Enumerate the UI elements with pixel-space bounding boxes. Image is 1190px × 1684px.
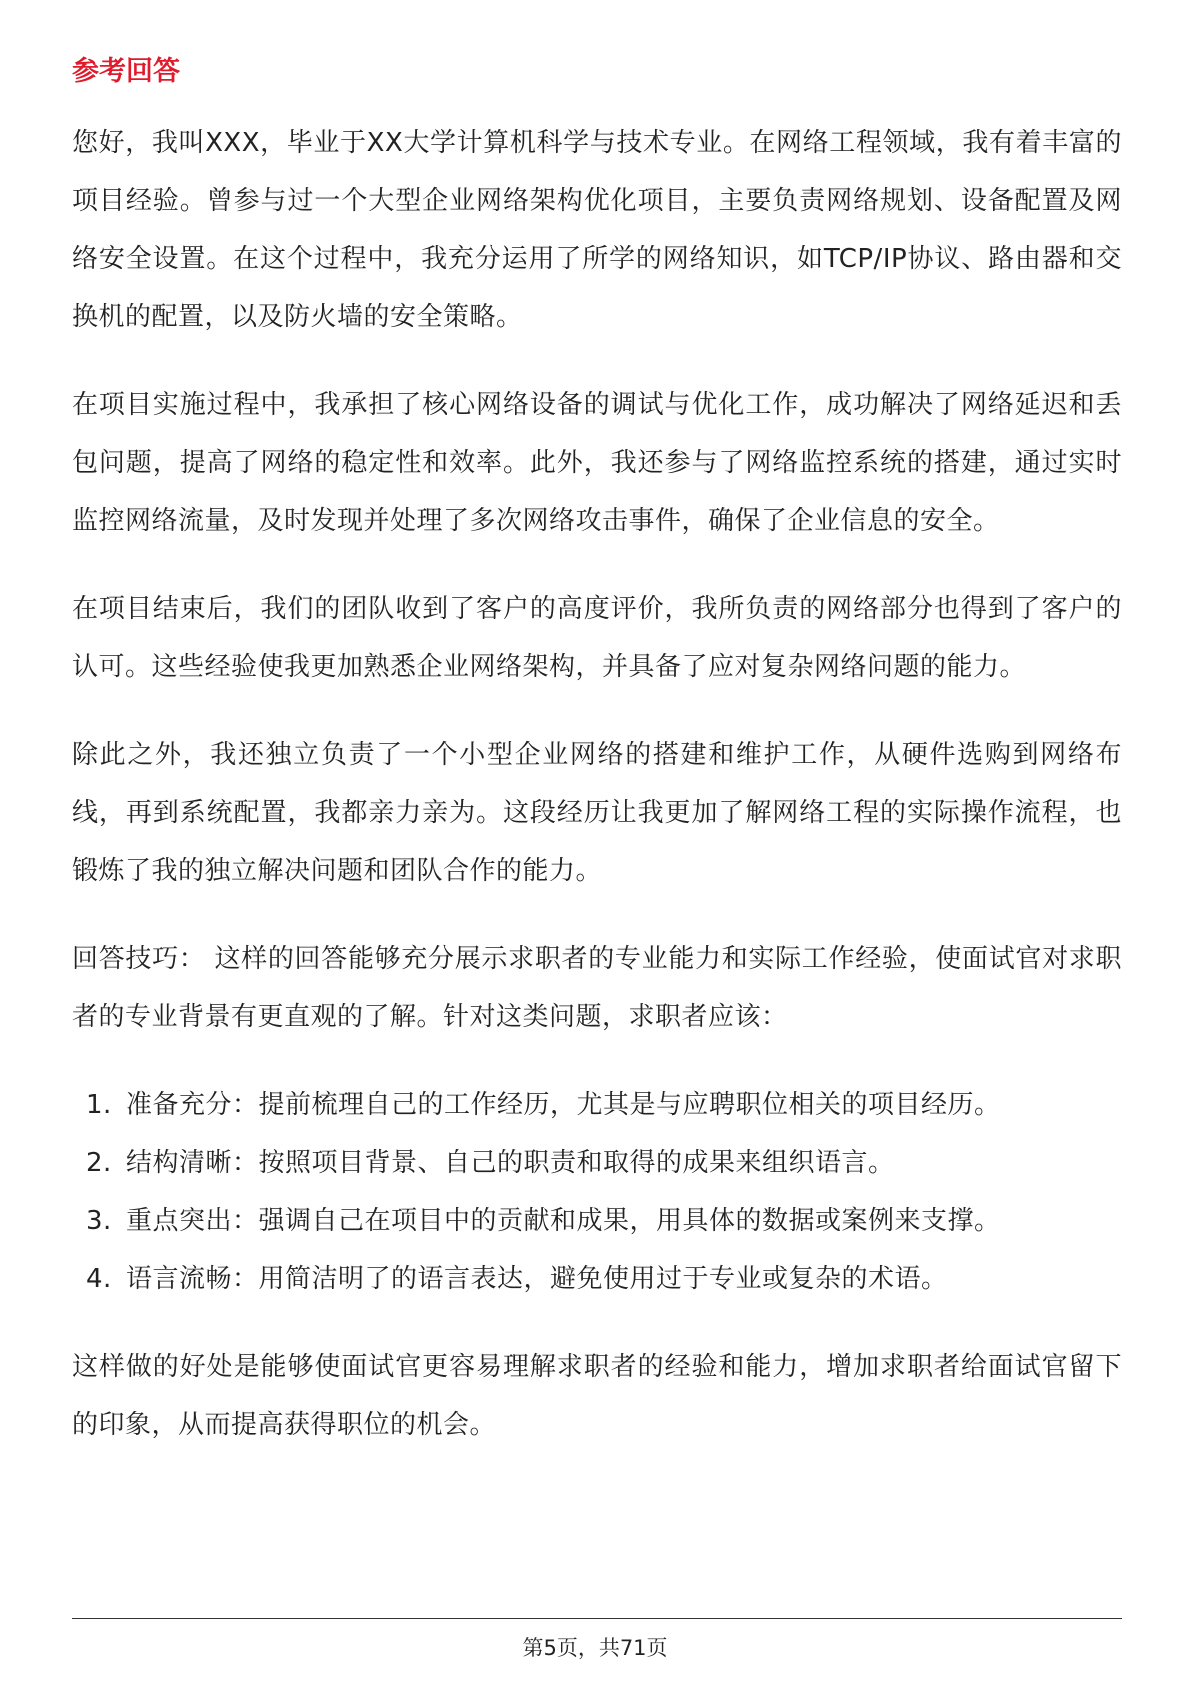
list-item-text: 准备充分：提前梳理自己的工作经历，尤其是与应聘职位相关的项目经历。 (126, 1090, 1001, 1120)
section-title: 参考回答 (72, 56, 180, 87)
footer-divider (72, 1618, 1122, 1619)
closing-paragraph: 这样做的好处是能够使面试官更容易理解求职者的经验和能力，增加求职者给面试官留下的印象，从而提高获得职位的机会。 (72, 1352, 1122, 1440)
page-content (72, 48, 1122, 1484)
list-item-text: 结构清晰：按照项目背景、自己的职责和取得的成果来组织语言。 (126, 1148, 895, 1178)
answer-paragraph-4: 除此之外，我还独立负责了一个小型企业网络的搭建和维护工作，从硬件选购到网络布线，再到系统配置，我都亲力亲为。这段经历让我更加了解网络工程的实际操作流程，也锻炼了我的独立解决问题和团队合作的能力。 (72, 740, 1122, 886)
answer-paragraph-1: 您好，我叫XXX，毕业于XX大学计算机科学与技术专业。在网络工程领域，我有着丰富的项目经验。曾参与过一个大型企业网络架构优化项目，主要负责网络规划、设备配置及网络安全设置。在这个过程中，我充分运用了所学的网络知识，如TCP/IP协议、路由器和交换机的配置，以及防火墙的安全策略。 (72, 128, 1122, 332)
list-item-text: 语言流畅：用简洁明了的语言表达，避免使用过于专业或复杂的术语。 (126, 1264, 948, 1294)
tips-intro-paragraph: 回答技巧： 这样的回答能够充分展示求职者的专业能力和实际工作经验，使面试官对求职者的专业背景有更直观的了解。针对这类问题，求职者应该： (72, 944, 1122, 1032)
list-item-number: 3. (86, 1206, 112, 1236)
list-item-number: 2. (86, 1148, 112, 1178)
list-item (86, 1076, 1122, 1134)
answer-paragraph-2: 在项目实施过程中，我承担了核心网络设备的调试与优化工作，成功解决了网络延迟和丢包问题，提高了网络的稳定性和效率。此外，我还参与了网络监控系统的搭建，通过实时监控网络流量，及时发现并处理了多次网络攻击事件，确保了企业信息的安全。 (72, 390, 1122, 536)
list-item (86, 1134, 1122, 1192)
list-item-number: 1. (86, 1090, 112, 1120)
list-item-number: 4. (86, 1264, 112, 1294)
page-number: 第5页，共71页 (522, 1636, 668, 1660)
list-item (86, 1250, 1122, 1308)
list-item (86, 1192, 1122, 1250)
answer-paragraph-3: 在项目结束后，我们的团队收到了客户的高度评价，我所负责的网络部分也得到了客户的认可。这些经验使我更加熟悉企业网络架构，并具备了应对复杂网络问题的能力。 (72, 594, 1122, 682)
list-item-text: 重点突出：强调自己在项目中的贡献和成果，用具体的数据或案例来支撑。 (126, 1206, 1001, 1236)
tips-list (72, 1076, 1122, 1308)
